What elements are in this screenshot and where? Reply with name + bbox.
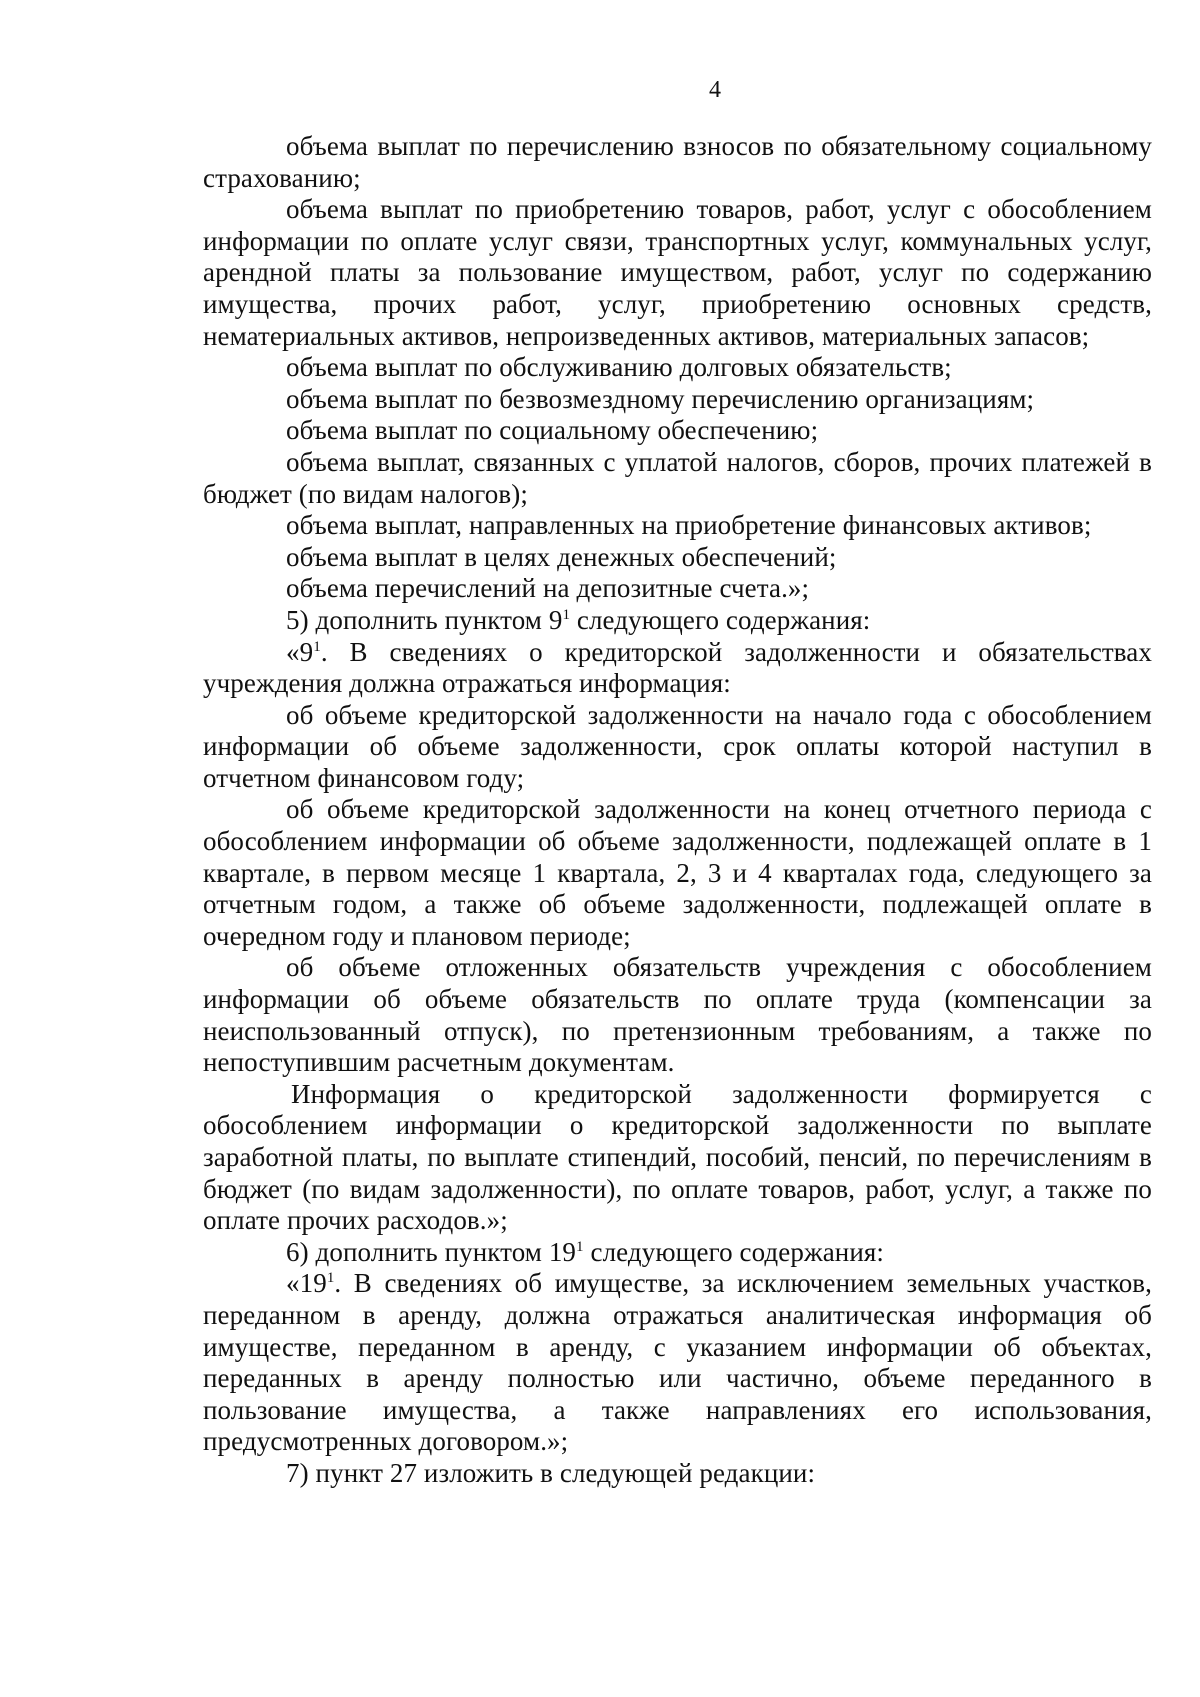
clause-9-1 [203,637,1152,700]
item-text: 6) дополнить пунктом 19 [286,1236,577,1267]
page-number: 4 [709,77,721,103]
paragraph: объема выплат, направленных на приобретение финансовых активов; [286,510,1092,541]
amendment-item-6 [203,1237,1152,1269]
paragraph: об объеме кредиторской задолженности на конец отчетного периода с обособлением информации об объеме задолженности, подлежащей оплате в 1 квартале, в первом месяце 1 квартала, 2, 3 и 4 кварталах года, следующего за отчетным годом, а также об объеме задолженности, подлежащей оплате в очередном году и плановом периоде; [203,794,1152,951]
superscript: 1 [326,1270,335,1287]
clause-text: «9 [286,636,314,667]
clause-text: . В сведениях об имуществе, за исключением земельных участков, переданном в аренду, должна отражаться аналитическая информация об имуществе, переданном в аренду, с указанием информации об объектах, переданных в аренду полностью или частично, объеме переданного в пользование имущества, а также направлениях его использования, предусмотренных договором.»; [203,1268,1152,1457]
clause-text: . В сведениях о кредиторской задолженности и обязательствах учреждения должна отражаться информация: [203,636,1152,699]
paragraph: об объеме кредиторской задолженности на начало года с обособлением информации об объеме задолженности, срок оплаты которой наступил в отчетном финансовом году; [203,699,1152,793]
paragraph: объема выплат, связанных с уплатой налогов, сборов, прочих платежей в бюджет (по видам налогов); [203,446,1152,509]
paragraph: Информация о кредиторской задолженности формируется с обособлением информации о кредиторской задолженности по выплате заработной платы, по выплате стипендий, пособий, пенсий, по перечислениям в бюджет (по видам задолженности), по оплате товаров, работ, услуг, а также по оплате прочих расходов.»; [203,1078,1152,1236]
paragraph: объема выплат по приобретению товаров, работ, услуг с обособлением информации по оплате услуг связи, транспортных услуг, коммунальных услуг, арендной платы за пользование имуществом, работ, услуг по содержанию имущества, прочих работ, услуг, приобретению основных средств, нематериальных активов, непроизведенных активов, материальных запасов; [203,194,1152,351]
clause-text: «19 [286,1268,327,1299]
superscript: 1 [576,1238,584,1255]
paragraph: объема выплат по социальному обеспечению; [286,415,819,446]
amendment-item-7: 7) пункт 27 изложить в следующей редакции: [286,1457,816,1488]
paragraph: объема выплат по перечислению взносов по обязательному социальному страхованию; [203,131,1152,193]
superscript: 1 [562,606,571,623]
paragraph: объема выплат по безвозмездному перечислению организациям; [286,383,1035,414]
paragraph: объема перечислений на депозитные счета.»; [286,573,810,604]
paragraph: об объеме отложенных обязательств учреждения с обособлением информации об объеме обязательств по оплате труда (компенсации за неиспользованный отпуск), по претензионным требованиям, а также по непоступившим расчетным документам. [203,952,1152,1078]
paragraph: объема выплат в целях денежных обеспечений; [286,541,837,572]
document-body [203,131,1152,1490]
paragraph: объема выплат по обслуживанию долговых обязательств; [286,352,952,383]
amendment-item-5 [203,605,1152,637]
item-text: 5) дополнить пунктом 9 [286,604,563,635]
superscript: 1 [313,638,321,655]
item-text: следующего содержания: [583,1236,885,1267]
item-text: следующего содержания: [570,604,871,635]
clause-19-1 [203,1268,1152,1458]
